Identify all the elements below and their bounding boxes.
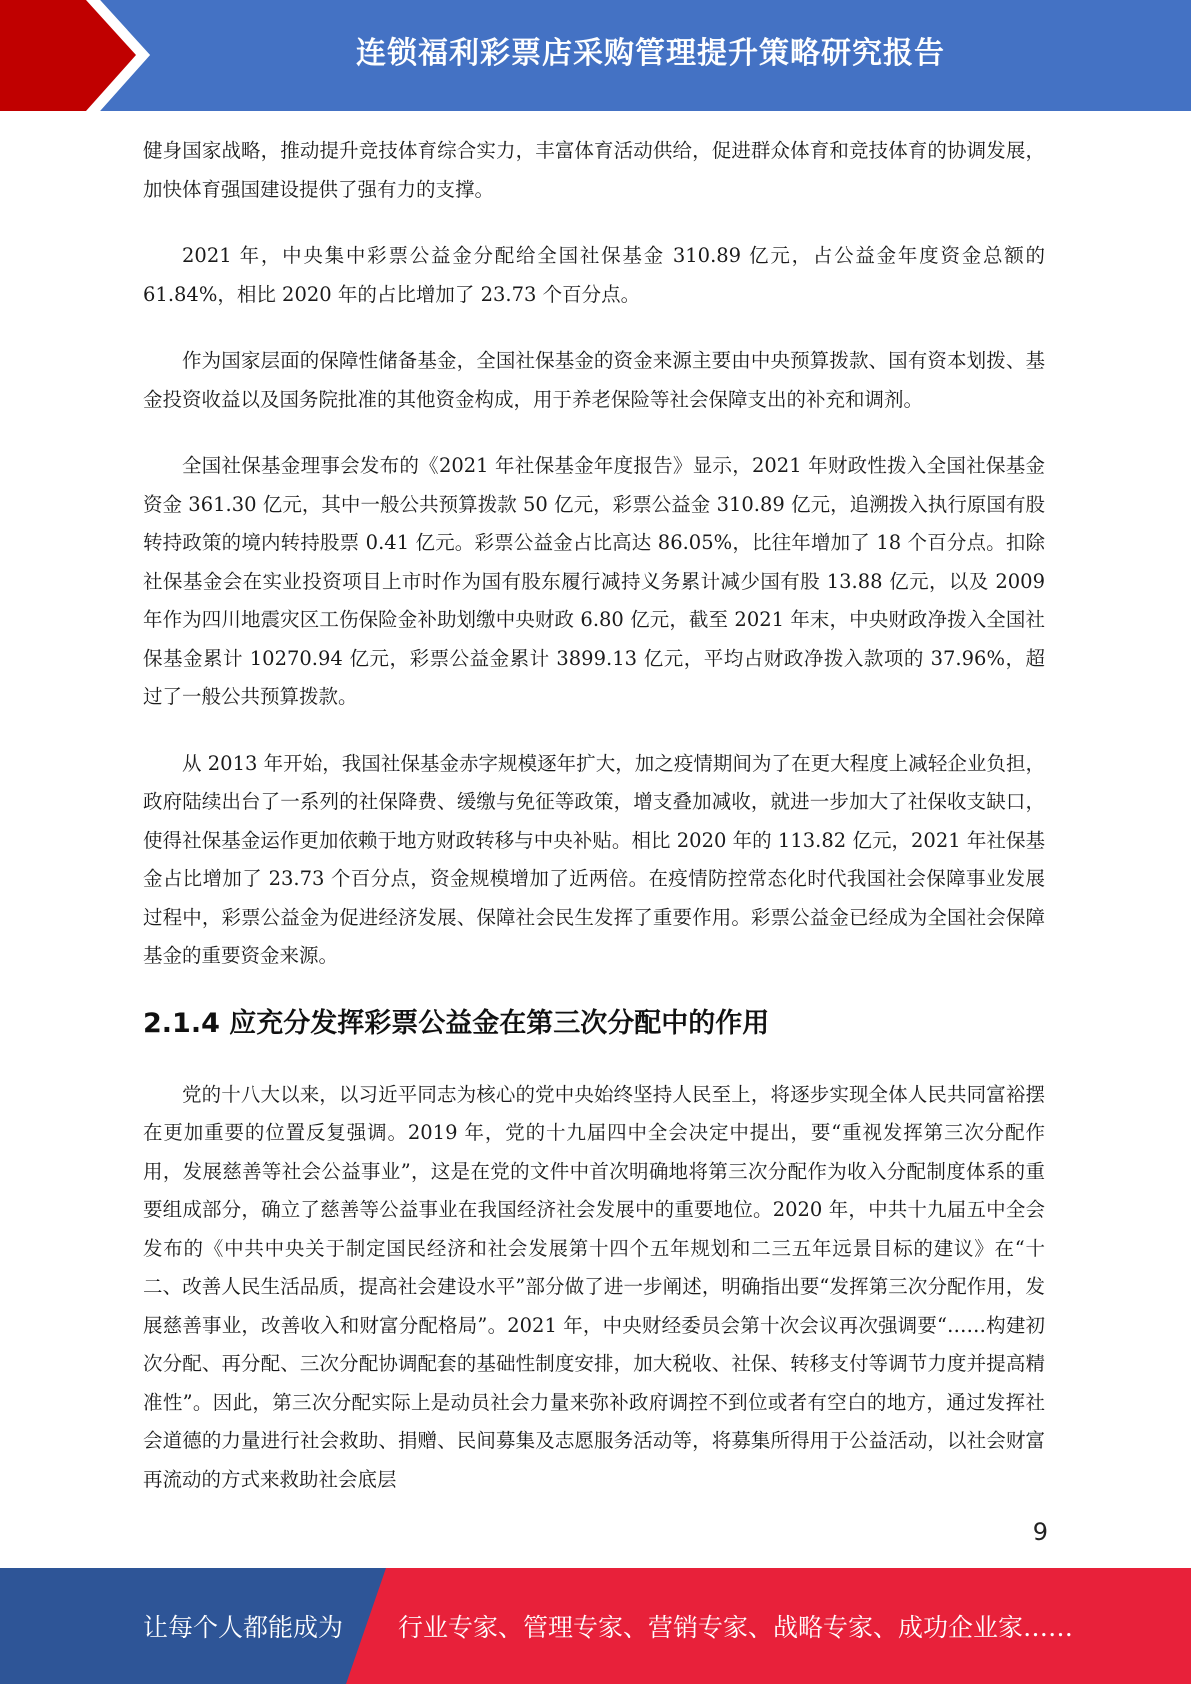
body-paragraph: 2021 年，中央集中彩票公益金分配给全国社保基金 310.89 亿元，占公益金年度资金总额的 61.84%，相比 2020 年的占比增加了 23.73 个百分点。 bbox=[143, 244, 1045, 306]
footer-slogan-right: 行业专家、管理专家、营销专家、战略专家、成功企业家…… bbox=[398, 1613, 1074, 1642]
page-footer bbox=[0, 1568, 1191, 1684]
body-paragraph: 健身国家战略，推动提升竞技体育综合实力，丰富体育活动供给，促进群众体育和竞技体育的协调发展，加快体育强国建设提供了强有力的支撑。 bbox=[143, 139, 1045, 201]
footer-slogan-left: 让每个人都能成为 bbox=[143, 1613, 344, 1642]
body-paragraph: 从 2013 年开始，我国社保基金赤字规模逐年扩大，加之疫情期间为了在更大程度上减轻企业负担，政府陆续出台了一系列的社保降费、缓缴与免征等政策，增支叠加减收，就进一步加大了社保收支缺口，使得社保基金运作更加依赖于地方财政转移与中央补贴。相比 2020 年的 113.82 亿元，2021 年社保基金占比增加了 23.73 个百分点，资金规模增加了近两倍。在疫情防控常态化时代我国社会保障事业发展过程中，彩票公益金为促进经济发展、保障社会民生发挥了重要作用。彩票公益金已经成为全国社会保障基金的重要资金来源。 bbox=[143, 751, 1045, 967]
page-number: 9 bbox=[1032, 1518, 1048, 1546]
main-content bbox=[143, 132, 1045, 1527]
document-title: 连锁福利彩票店采购管理提升策略研究报告 bbox=[356, 36, 945, 71]
body-paragraph: 党的十八大以来，以习近平同志为核心的党中央始终坚持人民至上，将逐步实现全体人民共同富裕摆在更加重要的位置反复强调。2019 年，党的十九届四中全会决定中提出，要“重视发挥第三次分配作用，发展慈善等社会公益事业”，这是在党的文件中首次明确地将第三次分配作为收入分配制度体系的重要组成部分，确立了慈善等公益事业在我国经济社会发展中的重要地位。2020 年，中共十九届五中全会发布的《中共中央关于制定国民经济和社会发展第十四个五年规划和二三五年远景目标的建议》在“十二、改善人民生活品质，提高社会建设水平”部分做了进一步阐述，明确指出要“发挥第三次分配作用，发展慈善事业，改善收入和财富分配格局”。2021 年，中央财经委员会第十次会议再次强调要“……构建初次分配、再分配、三次分配协调配套的基础性制度安排，加大税收、社保、转移支付等调节力度并提高精准性”。因此，第三次分配实际上是动员社会力量来弥补政府调控不到位或者有空白的地方，通过发挥社会道德的力量进行社会救助、捐赠、民间募集及志愿服务活动等，将募集所得用于公益活动，以社会财富再流动的方式来救助社会底层 bbox=[143, 1082, 1045, 1491]
body-paragraph: 作为国家层面的保障性储备基金，全国社保基金的资金来源主要由中央预算拨款、国有资本划拨、基金投资收益以及国务院批准的其他资金构成，用于养老保险等社会保障支出的补充和调剂。 bbox=[143, 349, 1045, 411]
body-paragraph: 全国社保基金理事会发布的《2021 年社保基金年度报告》显示，2021 年财政性拨入全国社保基金资金 361.30 亿元，其中一般公共预算拨款 50 亿元，彩票公益金 310.89 亿元，追溯拨入执行原国有股转持政策的境内转持股票 0.41 亿元。彩票公益金占比高达 86.05%，比往年增加了 18 个百分点。扣除社保基金会在实业投资项目上市时作为国有股东履行减持义务累计减少国有股 13.88 亿元，以及 2009 年作为四川地震灾区工伤保险金补助划缴中央财政 6.80 亿元，截至 2021 年末，中央财政净拨入全国社保基金累计 10270.94 亿元，彩票公益金累计 3899.13 亿元，平均占财政净拨入款项的 37.96%，超过了一般公共预算拨款。 bbox=[143, 454, 1045, 708]
page-header bbox=[0, 0, 1191, 111]
section-heading: 2.1.4 应充分发挥彩票公益金在第三次分配中的作用 bbox=[143, 1007, 770, 1039]
